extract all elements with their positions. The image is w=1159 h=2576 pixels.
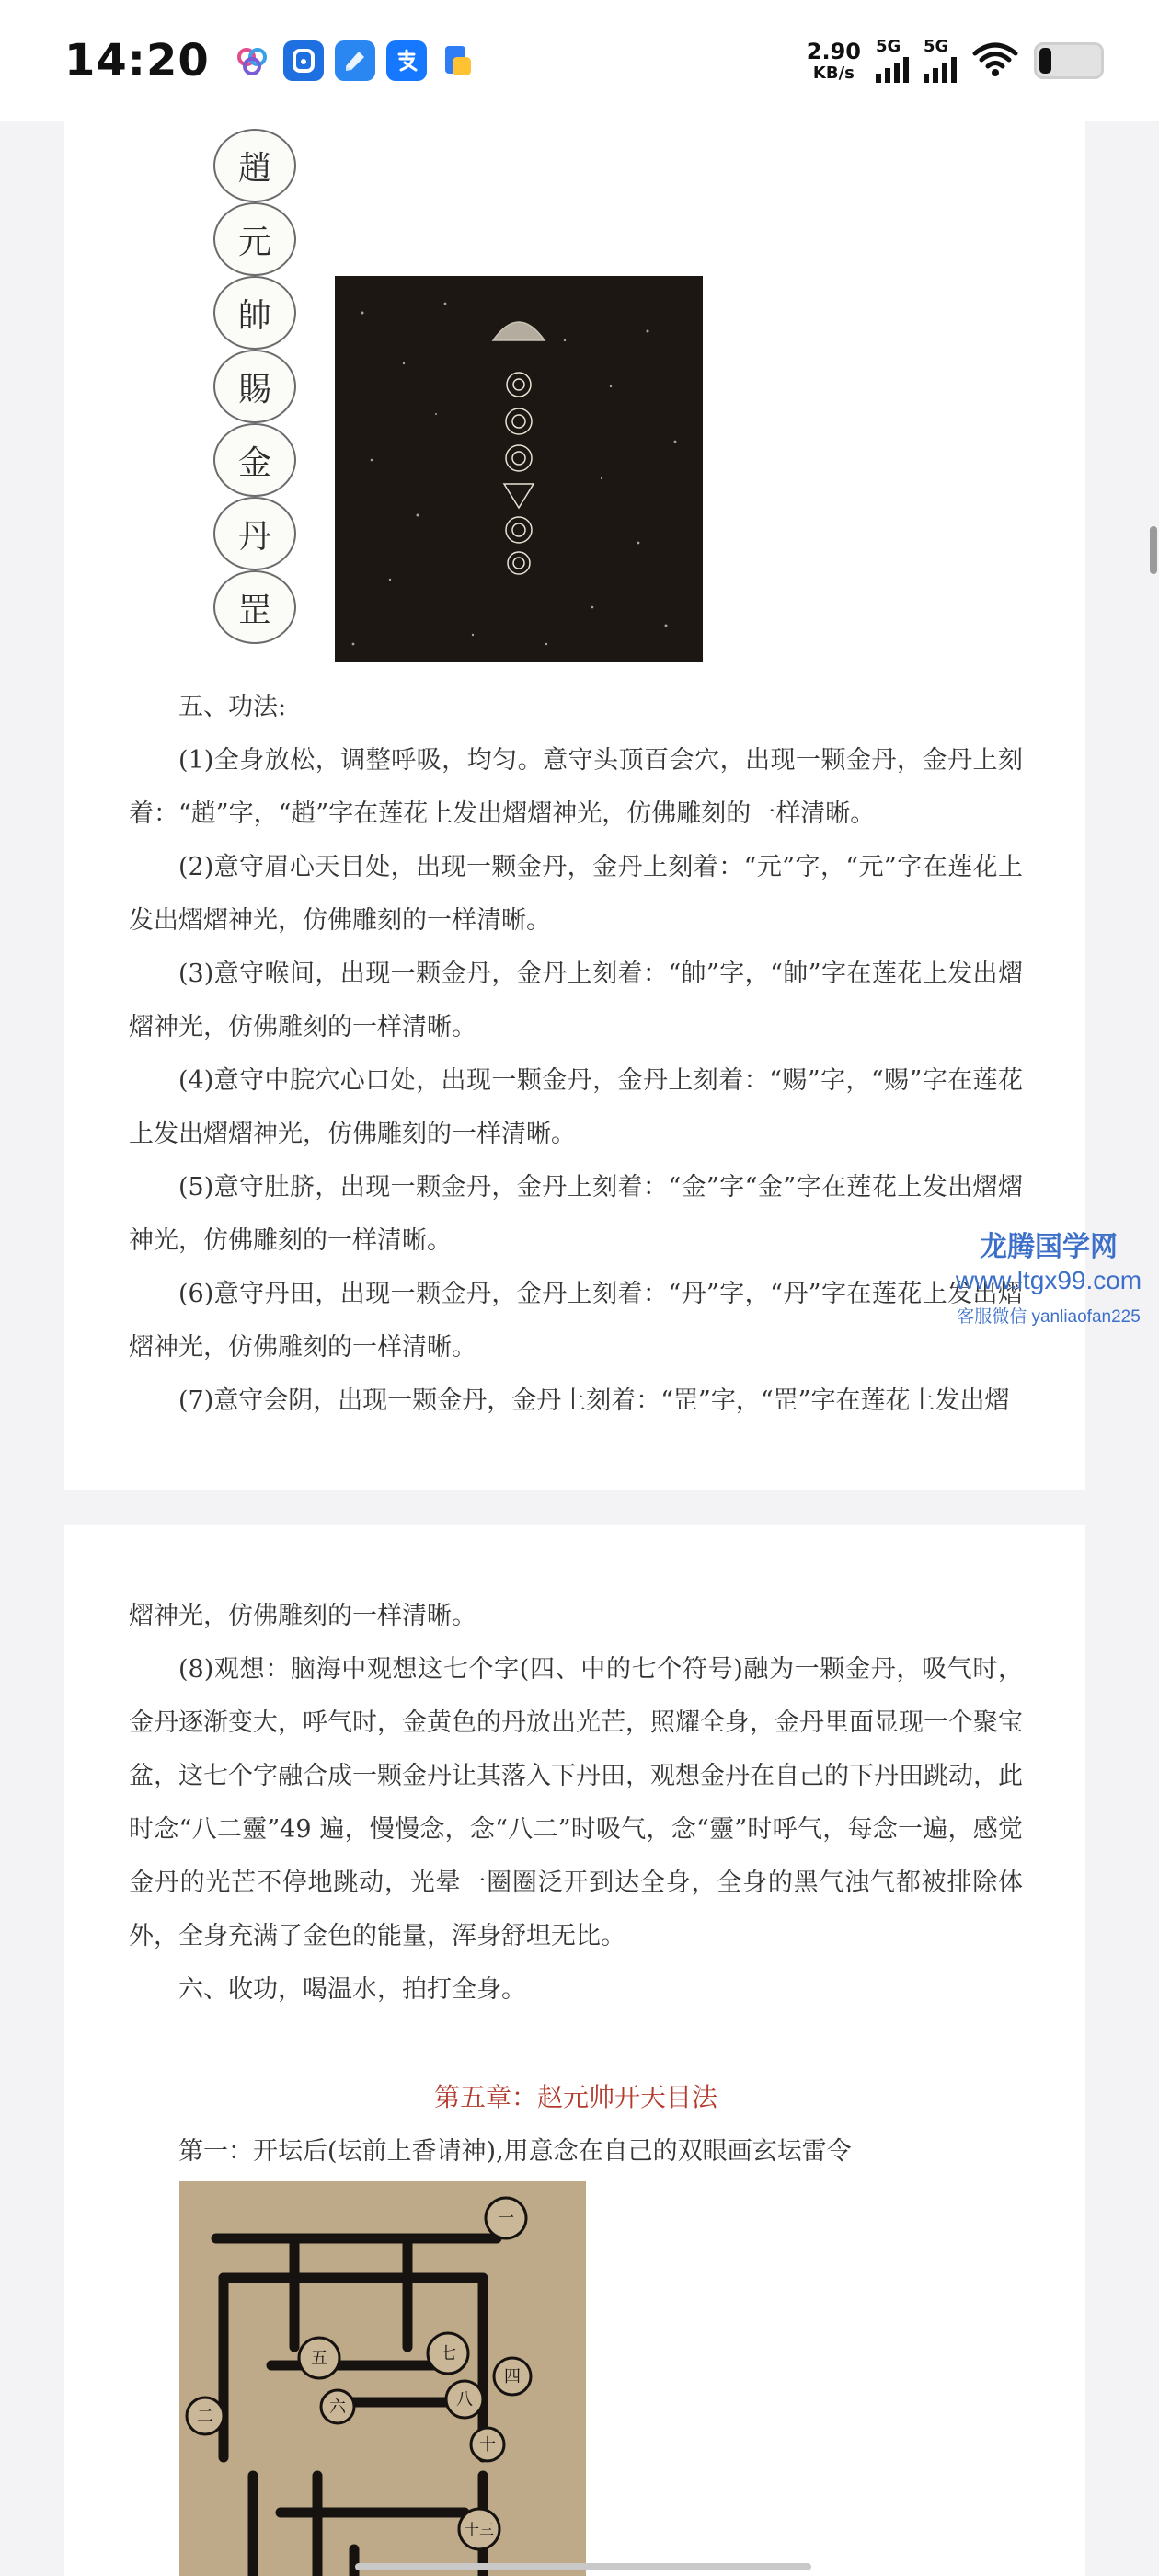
circle-char: 元 bbox=[213, 202, 296, 276]
paragraph: (7)意守会阴，出现一颗金丹，金丹上刻着：“罡”字，“罡”字在莲花上发出熠 bbox=[178, 1386, 1010, 1415]
status-bar bbox=[0, 0, 1159, 121]
paragraph: (6)意守丹田，出现一颗金丹，金丹上刻着：“丹”字，“丹”字在莲花上发出熠熠神光，仿佛雕刻的一样清晰。 bbox=[129, 1280, 1023, 1362]
app-5-icon bbox=[438, 40, 478, 81]
paragraph: (4)意守中脘穴心口处，出现一颗金丹，金丹上刻着：“赐”字，“赐”字在莲花上发出熠熠神光，仿佛雕刻的一样清晰。 bbox=[129, 1066, 1023, 1148]
talisman-label: 六 bbox=[329, 2398, 346, 2417]
chakra-star-image bbox=[335, 276, 703, 662]
paragraph: (1)全身放松，调整呼吸，均匀。意守头顶百会穴，出现一颗金丹，金丹上刻着：“趙”字，“趙”字在莲花上发出熠熠神光，仿佛雕刻的一样清晰。 bbox=[129, 746, 1023, 828]
network-speed bbox=[807, 40, 861, 82]
app-2-icon bbox=[283, 40, 324, 81]
paragraph: (3)意守喉间，出现一颗金丹，金丹上刻着：“帥”字，“帥”字在莲花上发出熠熠神光，仿佛雕刻的一样清晰。 bbox=[129, 960, 1023, 1041]
circle-char: 賜 bbox=[213, 350, 296, 423]
battery-icon bbox=[1034, 42, 1104, 79]
alipay-icon bbox=[386, 40, 427, 81]
circle-char: 罡 bbox=[213, 570, 296, 644]
paragraph-continuation: 熠神光，仿佛雕刻的一样清晰。 bbox=[129, 1602, 476, 1630]
document-page-2 bbox=[64, 1525, 1085, 2576]
section-6-heading: 六、收功，喝温水，拍打全身。 bbox=[178, 1975, 526, 2004]
watermark-title: 龙腾国学网 bbox=[980, 1232, 1118, 1262]
paragraph: (8)观想：脑海中观想这七个字(四、中的七个符号)融为一颗金丹，吸气时，金丹逐渐变大，呼气时，金黄色的丹放出光芒，照耀全身，金丹里面显现一个聚宝盆，这七个字融合成一颗金丹让其落入下丹田，观想金丹在自己的下丹田跳动，此时念“八二靈”49 遍，慢慢念，念“八二”时吸气，念“靈”时呼气，每念一遍，感觉金丹的光芒不停地跳动，光晕一圈圈泛开到达全身，全身的黑气浊气都被排除体外，全身充满了金色的能量，浑身舒坦无比。 bbox=[129, 1655, 1023, 1950]
talisman-label: 二 bbox=[197, 2407, 213, 2426]
section-5-text bbox=[129, 681, 1023, 1428]
talisman-label: 五 bbox=[311, 2349, 327, 2368]
paragraph: (2)意守眉心天目处，出现一颗金丹，金丹上刻着：“元”字，“元”字在莲花上发出熠熠神光，仿佛雕刻的一样清晰。 bbox=[129, 853, 1023, 935]
app-1-icon bbox=[232, 40, 272, 81]
talisman-label: 八 bbox=[456, 2390, 473, 2409]
talisman-drawing bbox=[179, 2181, 586, 2576]
chapter-5-step bbox=[129, 2125, 1023, 2179]
battery-level bbox=[1039, 48, 1051, 74]
section-5-heading: 五、功法: bbox=[178, 693, 287, 721]
chapter-5-title: 第五章：赵元帅开天目法 bbox=[433, 2082, 717, 2112]
document-page-1 bbox=[64, 121, 1085, 1490]
talisman-label: 十三 bbox=[464, 2521, 495, 2538]
circle-character-column bbox=[213, 129, 302, 644]
signal-1 bbox=[876, 39, 909, 83]
signal-bars-icon bbox=[876, 55, 909, 83]
site-watermark bbox=[938, 1224, 1159, 1328]
status-time: 14:20 bbox=[64, 35, 210, 86]
watermark-site: www.ltgx99.com bbox=[955, 1266, 1142, 1294]
talisman-label: 一 bbox=[498, 2209, 514, 2228]
signal-bars-icon bbox=[924, 55, 957, 83]
watermark-contact: 客服微信 yanliaofan225 bbox=[957, 1307, 1141, 1327]
signal-2 bbox=[924, 39, 957, 83]
signal-2-label: 5G bbox=[924, 37, 949, 56]
talisman-label: 四 bbox=[504, 2367, 521, 2386]
talisman-label: 十 bbox=[479, 2435, 496, 2455]
notification-icons bbox=[232, 40, 478, 81]
home-indicator[interactable] bbox=[355, 2563, 811, 2570]
circle-char: 丹 bbox=[213, 497, 296, 570]
wifi-icon bbox=[971, 40, 1019, 81]
scrollbar-thumb[interactable] bbox=[1150, 526, 1157, 574]
network-speed-value: 2.90 bbox=[806, 38, 861, 64]
app-3-icon bbox=[335, 40, 375, 81]
paragraph: (5)意守肚脐，出现一颗金丹，金丹上刻着：“金”字“金”字在莲花上发出熠熠神光，仿佛雕刻的一样清晰。 bbox=[129, 1173, 1023, 1255]
section-8-text bbox=[129, 1590, 1023, 2017]
signal-1-label: 5G bbox=[876, 37, 901, 56]
circle-char: 金 bbox=[213, 423, 296, 497]
talisman-label: 七 bbox=[440, 2344, 456, 2363]
circle-char: 趙 bbox=[213, 129, 296, 202]
chapter-5-step-1: 第一：开坛后(坛前上香请神),用意念在自己的双眼画玄坛雷令 bbox=[178, 2137, 852, 2166]
status-indicators bbox=[807, 39, 1104, 83]
circle-char: 帥 bbox=[213, 276, 296, 350]
network-speed-unit: KB/s bbox=[812, 63, 855, 83]
